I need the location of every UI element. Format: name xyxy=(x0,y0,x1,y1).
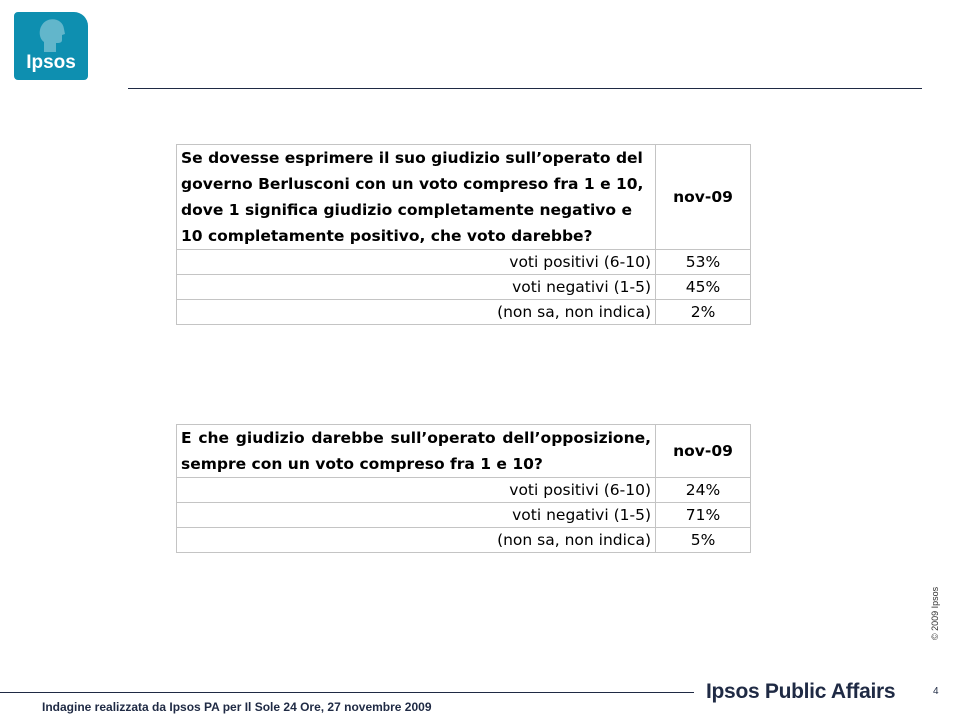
footer-divider xyxy=(0,692,694,693)
row-label: voti negativi (1-5) xyxy=(177,503,656,528)
source-note: Indagine realizzata da Ipsos PA per Il Sole 24 Ore, 27 novembre 2009 xyxy=(42,700,432,714)
copyright-notice: © 2009 Ipsos xyxy=(930,586,940,640)
head-profile-icon xyxy=(36,16,66,54)
question-cell: Se dovesse esprimere il suo giudizio sull’operato del governo Berlusconi con un voto compreso fra 1 e 10, dove 1 significa giudizio completamente negativo e 10 completamente positivo, che voto darebbe? xyxy=(177,145,656,250)
table-header-row xyxy=(177,425,751,478)
table-row xyxy=(177,503,751,528)
table-row xyxy=(177,250,751,275)
row-value: 53% xyxy=(656,250,751,275)
survey-table-government xyxy=(176,144,751,325)
period-header: nov-09 xyxy=(656,425,751,478)
table-row xyxy=(177,478,751,503)
logo-text: Ipsos xyxy=(26,52,76,73)
period-header: nov-09 xyxy=(656,145,751,250)
row-label: (non sa, non indica) xyxy=(177,528,656,553)
header-divider xyxy=(128,88,922,89)
row-value: 5% xyxy=(656,528,751,553)
row-label: (non sa, non indica) xyxy=(177,300,656,325)
row-value: 71% xyxy=(656,503,751,528)
row-value: 24% xyxy=(656,478,751,503)
question-cell: E che giudizio darebbe sull’operato dell’opposizione, sempre con un voto compreso fra 1 e 10? xyxy=(177,425,656,478)
row-label: voti negativi (1-5) xyxy=(177,275,656,300)
table-row xyxy=(177,275,751,300)
brand-wordmark: Ipsos Public Affairs xyxy=(706,680,896,703)
table-row xyxy=(177,528,751,553)
row-label: voti positivi (6-10) xyxy=(177,478,656,503)
survey-table-opposition xyxy=(176,424,751,553)
table-row xyxy=(177,300,751,325)
row-label: voti positivi (6-10) xyxy=(177,250,656,275)
row-value: 45% xyxy=(656,275,751,300)
table-header-row xyxy=(177,145,751,250)
row-value: 2% xyxy=(656,300,751,325)
ipsos-logo xyxy=(14,12,88,80)
page-number: 4 xyxy=(933,686,939,697)
